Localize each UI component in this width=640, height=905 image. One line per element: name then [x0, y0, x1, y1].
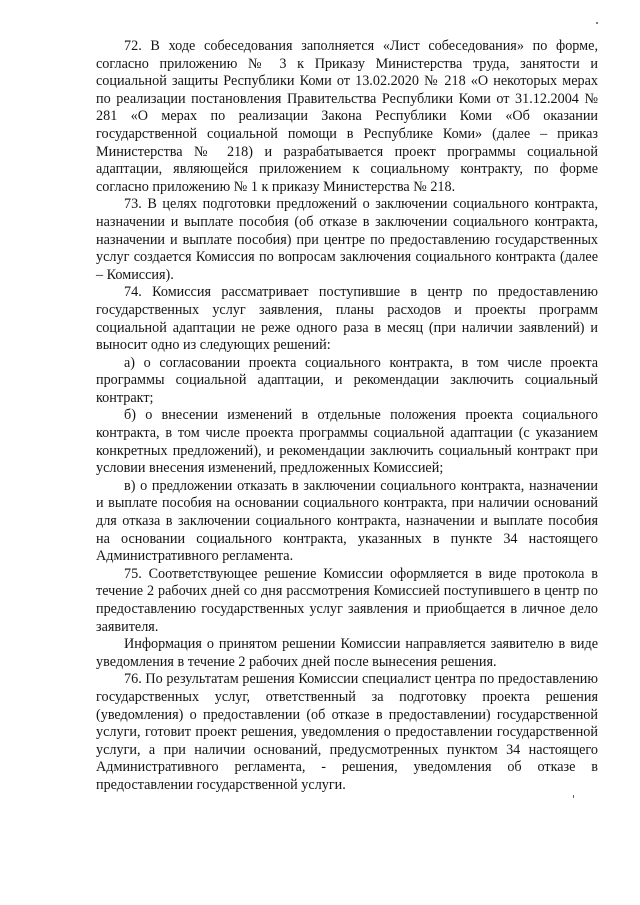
paragraph-73: 73. В целях подготовки предложений о заключении социального контракта, назначении и выплате пособия (об отказе в заключении социального контракта, назначении и выплате пособия) при центре по предоставлению государственных услуг создается Комиссия по вопросам заключения социального контракта (далее – Комиссия). — [96, 196, 598, 283]
paragraph-74-c: в) о предложении отказать в заключении социального контракта, назначении и выплате пособия на основании социального контракта, при наличии оснований для отказа в заключении социального контракта, назначении и выплате пособия на основании социального контракта, указанных в пункте 34 настоящего Административного регламента. — [96, 477, 598, 565]
paragraph-74-a: а) о согласовании проекта социального контракта, в том числе проекта программы социальной адаптации, и рекомендации заключить социальный контракт; — [96, 354, 598, 406]
scan-speck — [596, 22, 598, 24]
paragraph-72: 72. В ходе собеседования заполняется «Лист собеседования» по форме, согласно приложению № 3 к Приказу Министерства труда, занятости и социальной защиты Республики Коми от 13.02.2020 № 218 «О некоторых мерах по реализации постановления Правительства Республики Коми от 31.12.2004 № 281 «О мерах по реализации Закона Республики Коми «Об оказании государственной социальной помощи в Республике Коми» (далее – приказ Министерства № 218) и разрабатывается проект программы социальной адаптации, являющейся приложением к социальному контракту, по форме согласно приложению № 1 к приказу Министерства № 218. — [96, 38, 598, 195]
scan-speck — [573, 795, 574, 798]
document-body — [96, 38, 598, 795]
paragraph-75: 75. Соответствующее решение Комиссии оформляется в виде протокола в течение 2 рабочих дней со дня рассмотрения Комиссией поступившего в центр по предоставлению государственных услуг заявления и приобщается в личное дело заявителя. — [96, 565, 598, 635]
paragraph-74-b: б) о внесении изменений в отдельные положения проекта социального контракта, в том числе проекта программы социальной адаптации (с указанием конкретных предложений), и рекомендации заключить социальный контракт при условии внесения изменений, предложенных Комиссией; — [96, 407, 598, 477]
paragraph-74: 74. Комиссия рассматривает поступившие в центр по предоставлению государственных услуг заявления, планы расходов и проекты программ социальной адаптации не реже одного раза в месяц (при наличии заявлений) и выносит одно из следующих решений: — [96, 284, 598, 354]
paragraph-75-info: Информация о принятом решении Комиссии направляется заявителю в виде уведомления в течение 2 рабочих дней после вынесения решения. — [96, 636, 598, 670]
paragraph-76: 76. По результатам решения Комиссии специалист центра по предоставлению государственных услуг, ответственный за подготовку проекта решения (уведомления) о предоставлении (об отказе в предоставлении) государственной услуги, готовит проект решения, уведомления о предоставлении государственной услуги, а при наличии оснований, предусмотренных пунктом 34 настоящего Административного регламента, - решения, уведомления об отказе в предоставлении государственной услуги. — [96, 671, 598, 793]
